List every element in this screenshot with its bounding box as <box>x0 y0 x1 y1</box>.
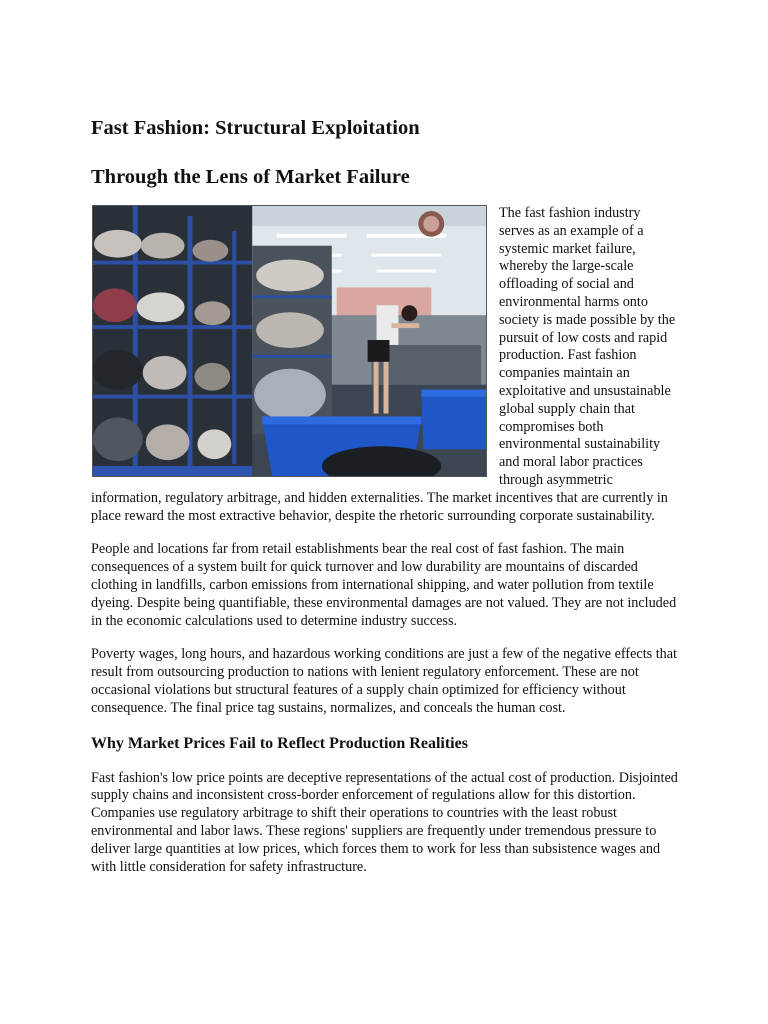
section-heading: Why Market Prices Fail to Reflect Production Realities <box>91 734 468 752</box>
document-title-line-1: Fast Fashion: Structural Exploitation <box>91 117 420 139</box>
paragraph-labor-conditions: Poverty wages, long hours, and hazardous working conditions are just a few of the negative effects that result from outsourcing production to nations with lenient regulatory enforcement. These are not occasional violations but structural features of a supply chain optimized for efficiency without consequence. The final price tag sustains, normalizes, and conceals the human cost. <box>91 646 677 716</box>
document-title-line-2: Through the Lens of Market Failure <box>91 166 410 188</box>
paragraph-intro: The fast fashion industry serves as an example of a systemic market failure, whereby the large-scale offloading of social and environmental harms onto society is made possible by the pursuit of low costs and rapid production. Fast fashion companies maintain an exploitative and unsustainable global supply chain that compromises both environmental sustainability and moral labor practices through asymmetric information, regulatory arbitrage, and hidden externalities. The market incentives that are currently in place reward the most extractive behavior, despite the rhetoric surrounding corporate sustainability. <box>91 205 676 524</box>
garment-factory-photo <box>92 205 487 477</box>
paragraph-market-prices: Fast fashion's low price points are deceptive representations of the actual cost of production. Disjointed supply chains and inconsistent cross-border enforcement of regulations allow for this distortion. Companies use regulatory arbitrage to shift their operations to countries with the least robust environmental and labor laws. These regions' suppliers are frequently under tremendous pressure to deliver large quantities at low prices, which forces them to work for less than subsistence wages and with little consideration for safety infrastructure. <box>91 769 678 875</box>
paragraph-external-costs: People and locations far from retail establishments bear the real cost of fast fashion. The main consequences of a system built for quick turnover and low durability are mountains of discarded clothing in landfills, carbon emissions from international shipping, and water pollution from textile dyeing. Despite being quantifiable, these environmental damages are not valued. They are not included in the economic calculations used to determine industry success. <box>91 541 677 629</box>
